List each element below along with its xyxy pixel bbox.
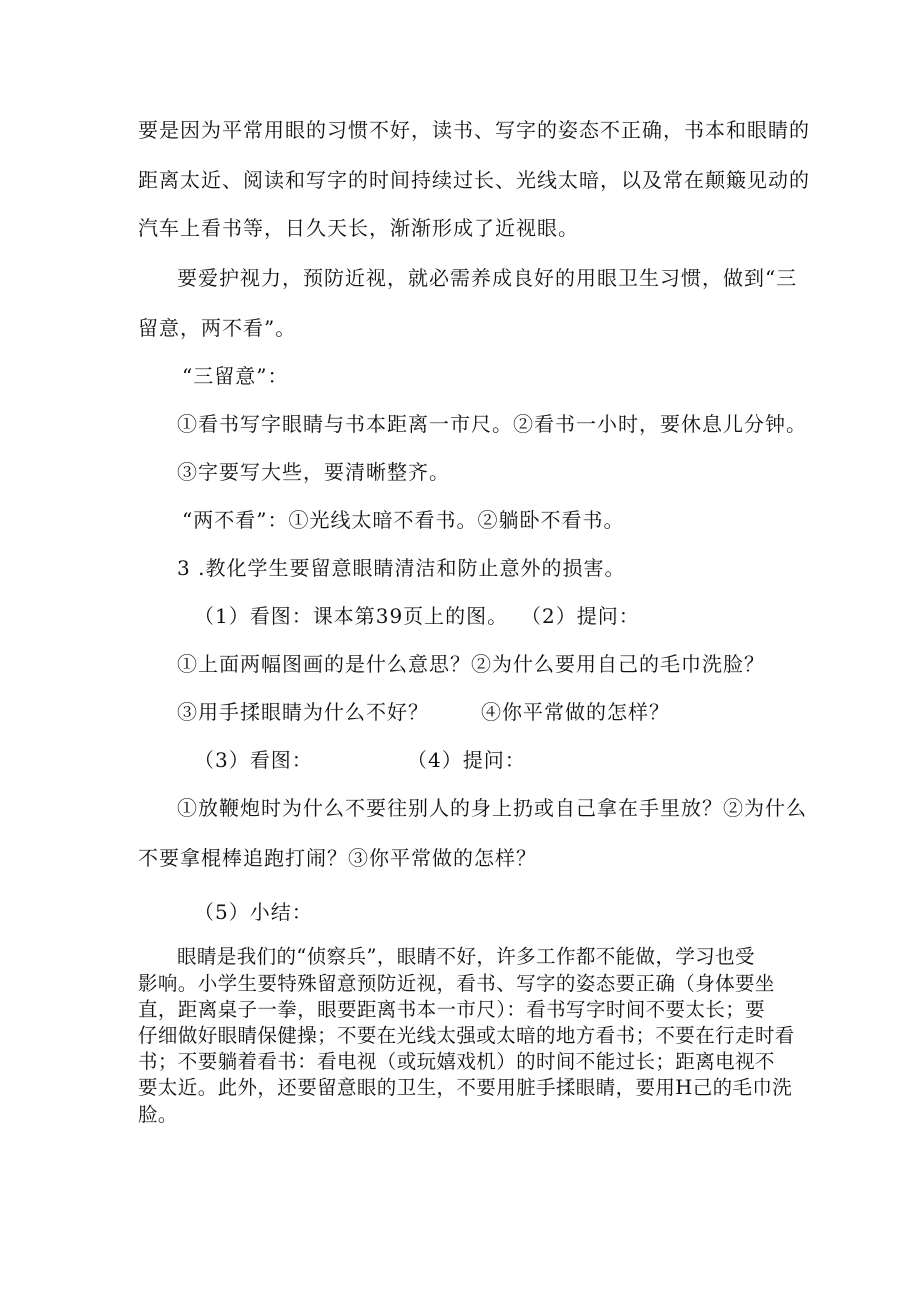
text-line: 书；不要躺着看书：看电视（或玩嬉戏机）的时间不能过长；距离电视不: [138, 1050, 775, 1073]
text-line: ①看书写字眼睛与书本距离一市尺。②看书一小时，要休息儿分钟。: [177, 412, 807, 436]
text-line: ①放鞭炮时为什么不要往别人的身上扔或自己拿在手里放？②为什么: [177, 796, 807, 820]
text-line: 留意，两不看”。: [138, 316, 297, 340]
text-line: 要爱护视力，预防近视，就必需养成良好的用眼卫生习惯，做到“三: [177, 266, 798, 290]
text-line: ④你平常做的怎样？: [481, 700, 670, 724]
text-line: （1）看图：课本第39页上的图。: [194, 604, 509, 628]
text-line: ①上面两幅图画的是什么意思？②为什么要用自己的毛巾洗脸？: [177, 652, 765, 676]
text-line: 仔细做好眼睛保健操；不要在光线太强或太暗的地方看书；不要在行走时看: [138, 1024, 795, 1047]
text-line: ③字要写大些，要清晰整齐。: [177, 460, 450, 484]
text-line: （3）看图：: [194, 748, 313, 772]
text-line: 距离太近、阅读和写字的时间持续过长、光线太暗，以及常在颠簸见动的: [138, 168, 810, 192]
text-line: “两不看”：①光线太暗不看书。②躺卧不看书。: [182, 508, 625, 532]
text-line: 直，距离桌子一拳，眼要距离书本一市尺）：看书写字时间不要太长；要: [138, 998, 766, 1021]
section-heading: 3 .教化学生要留意眼睛清洁和防止意外的损害。: [177, 556, 626, 580]
text-line: 汽车上看书等，日久天长，渐渐形成了近视眼。: [138, 216, 579, 240]
text-line: 不要拿棍棒追跑打闹？③你平常做的怎样？: [138, 846, 537, 870]
text-line: （2）提问：: [521, 604, 640, 628]
text-line: 要是因为平常用眼的习惯不好，读书、写字的姿态不正确，书本和眼睛的: [138, 118, 810, 142]
text-line: 影响。小学生要特殊留意预防近视，看书、写字的姿态要正确（身体要坐: [138, 972, 775, 995]
text-line: 脸。: [138, 1103, 178, 1126]
text-line: ③用手揉眼睛为什么不好？: [177, 700, 429, 724]
text-line: “三留意”：: [182, 364, 289, 388]
text-line: 眼睛是我们的“侦察兵”，眼睛不好，许多工作都不能做，学习也受: [177, 945, 755, 968]
text-line: 要太近。此外，还要留意眼的卫生，不要用脏手揉眼睛，要用H己的毛巾洗: [138, 1076, 793, 1099]
text-line: （4）提问：: [407, 748, 526, 772]
text-line: （5）小结：: [194, 900, 313, 924]
